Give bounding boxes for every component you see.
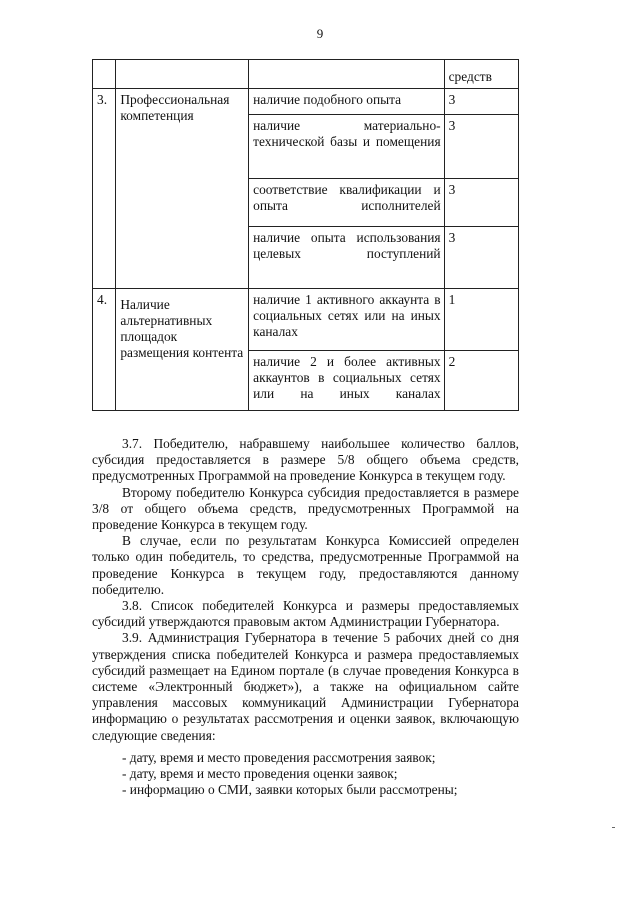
body-text	[92, 436, 519, 744]
list-item: - информацию о СМИ, заявки которых были рассмотрены;	[122, 782, 458, 798]
paragraph: Второму победителю Конкурса субсидия предоставляется в размере 3/8 от общего объема средств, предусмотренных Программой на проведение Конкурса в текущем году.	[92, 484, 519, 533]
score-cell: 3	[444, 179, 518, 227]
score-cell: 2	[444, 351, 518, 411]
criterion-text: соответствие квалификации и опыта исполнителей	[253, 182, 441, 213]
paragraph: 3.8. Список победителей Конкурса и размеры предоставляемых субсидий утверждаются правовым актом Администрации Губернатора.	[92, 598, 519, 630]
paragraph: 3.7. Победителю, набравшему наибольшее количество баллов, субсидия предоставляется в размере 5/8 общего объема средств, предусмотренных Программой на проведение Конкурса в текущем году.	[92, 436, 519, 484]
score-cell: 3	[444, 115, 518, 179]
criterion-cell	[249, 227, 444, 289]
page-number: 9	[316, 26, 324, 41]
group-name: Профессиональная компетенция	[116, 89, 249, 289]
table-cell-score: средств	[444, 60, 518, 89]
criterion-cell	[249, 351, 444, 411]
table-cell	[116, 60, 249, 89]
score-cell: 3	[444, 89, 518, 115]
criterion-text: наличие 2 и более активных аккаунтов в социальных сетях или на иных каналах	[253, 354, 441, 401]
table-row	[93, 289, 519, 351]
group-number: 4.	[93, 289, 116, 411]
criterion-cell	[249, 289, 444, 351]
criterion-text: наличие материально-технической базы и помещения	[253, 118, 441, 149]
scan-mark	[612, 827, 615, 828]
table-row	[93, 60, 519, 89]
criterion-cell	[249, 115, 444, 179]
criteria-table	[92, 59, 519, 411]
group-name: Наличие альтернативных площадок размещения контента	[116, 289, 249, 411]
table-cell	[249, 60, 444, 89]
info-list	[92, 750, 519, 799]
score-cell: 3	[444, 227, 518, 289]
paragraph: В случае, если по результатам Конкурса Комиссией определен только один победитель, то средства, предусмотренные Программой на проведение Конкурса в текущем году, предоставляются данному победителю.	[92, 533, 519, 597]
table-row	[93, 89, 519, 115]
table-cell	[93, 60, 116, 89]
criterion-cell	[249, 179, 444, 227]
score-cell: 1	[444, 289, 518, 351]
criterion-text: наличие опыта использования целевых поступлений	[253, 230, 441, 261]
group-number: 3.	[93, 89, 116, 289]
criterion-text: наличие 1 активного аккаунта в социальных сетях или на иных каналах	[253, 292, 441, 339]
criterion-cell: наличие подобного опыта	[249, 89, 444, 115]
list-item: - дату, время и место проведения оценки заявок;	[122, 766, 398, 782]
paragraph: 3.9. Администрация Губернатора в течение 5 рабочих дней со дня утверждения списка победителей Конкурса и размера предоставляемых субсидий размещает на Едином портале (в случае проведения Конкурса в системе «Электронный бюджет»), а также на официальном сайте управления массовых коммуникаций Администрации Губернатора информацию о результатах рассмотрения и оценки заявок, включающую следующие сведения:	[92, 630, 519, 743]
list-item: - дату, время и место проведения рассмотрения заявок;	[122, 750, 436, 765]
